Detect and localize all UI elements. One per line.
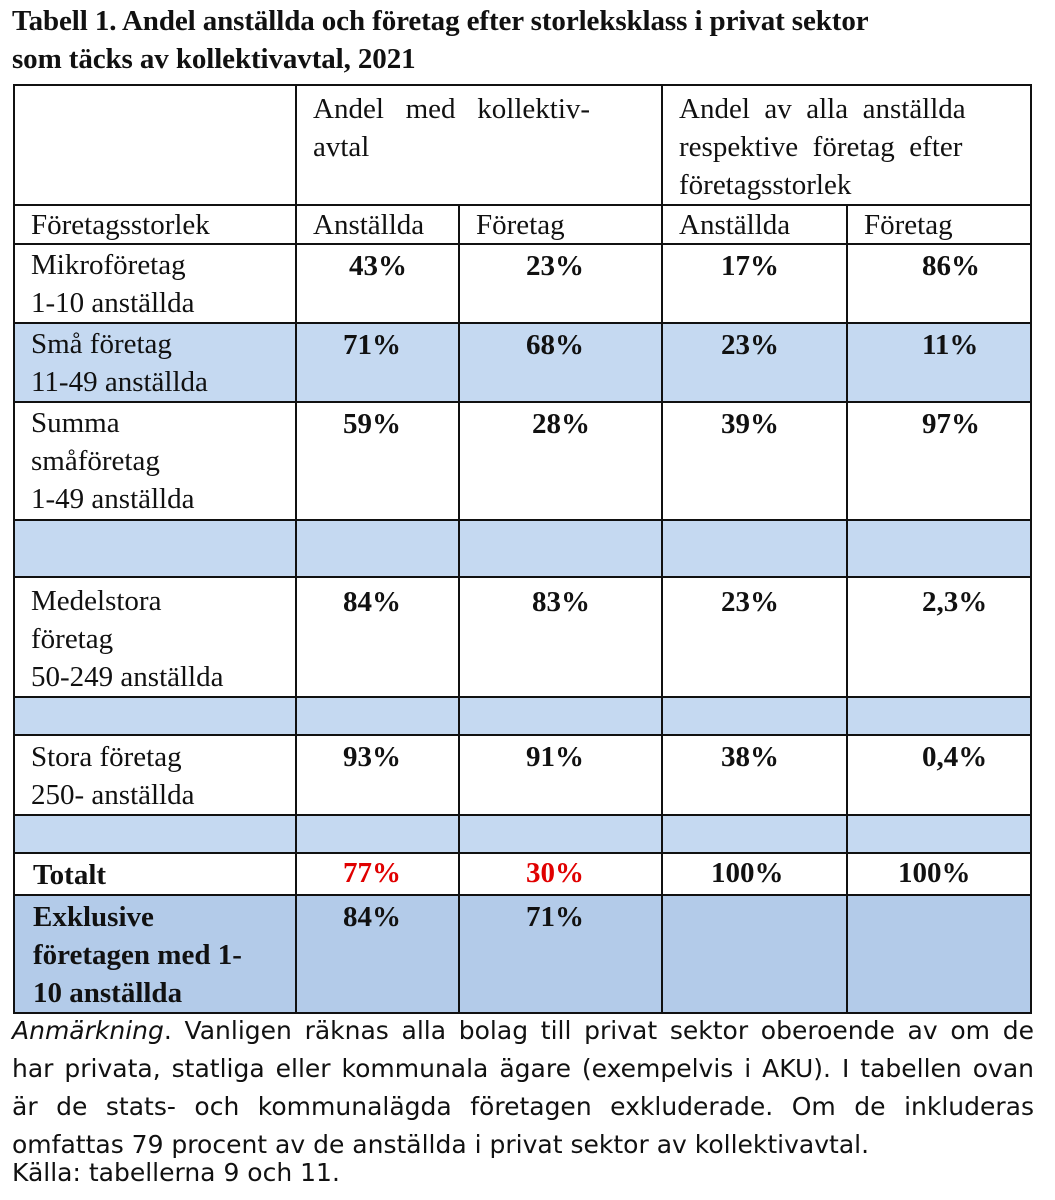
col-header-companies-2: Företag — [847, 205, 1031, 244]
row-label: Mikroföretag 1-10 anställda — [14, 244, 296, 323]
row-label: Små företag 11-49 anställda — [14, 323, 296, 402]
header-group-share — [662, 85, 1031, 205]
collective-agreement-table — [13, 84, 1032, 1014]
exclusive-employees-coverage: 84% — [296, 895, 459, 1013]
header-group-share-line-2: respektive företag efter — [679, 131, 963, 163]
row-label: Summa småföretag 1-49 anställda — [14, 402, 296, 520]
table-note — [12, 1012, 1034, 1164]
table-row — [14, 735, 1031, 815]
total-employees-share: 100% — [662, 853, 847, 895]
table-row — [14, 402, 1031, 520]
header-group-share-line-3: företagsstorlek — [679, 169, 852, 201]
total-companies-coverage: 30% — [459, 853, 662, 895]
cell-employees-share: 39% — [662, 402, 847, 520]
spacer-row — [14, 520, 1031, 577]
table-row — [14, 244, 1031, 323]
col-header-size: Företagsstorlek — [14, 205, 296, 244]
col-header-companies-1: Företag — [459, 205, 662, 244]
table-title — [12, 2, 1042, 78]
header-row-columns — [14, 205, 1031, 244]
cell-employees-coverage: 84% — [296, 577, 459, 697]
table-row — [14, 323, 1031, 402]
cell-companies-coverage: 91% — [459, 735, 662, 815]
total-label: Totalt — [14, 853, 296, 895]
note-line-4: omfattas 79 procent av de anställda i privat sektor av kollektivavtal. — [12, 1130, 870, 1159]
note-line-3: är de stats- och kommunalägda företagen exkluderade. Om de inkluderas — [12, 1092, 1034, 1121]
exclusive-label: Exklusive företagen med 1- 10 anställda — [14, 895, 296, 1013]
cell-companies-coverage: 68% — [459, 323, 662, 402]
total-row — [14, 853, 1031, 895]
header-group-collective-line-2: avtal — [313, 131, 370, 163]
cell-companies-coverage: 83% — [459, 577, 662, 697]
row-label: Medelstora företag 50-249 anställda — [14, 577, 296, 697]
total-employees-coverage: 77% — [296, 853, 459, 895]
header-group-collective — [296, 85, 662, 205]
cell-companies-share: 2,3% — [847, 577, 1031, 697]
spacer-row — [14, 697, 1031, 735]
cell-employees-share: 23% — [662, 577, 847, 697]
total-companies-share: 100% — [847, 853, 1031, 895]
cell-companies-coverage: 23% — [459, 244, 662, 323]
cell-employees-share: 17% — [662, 244, 847, 323]
cell-companies-share: 11% — [847, 323, 1031, 402]
header-group-share-line-1: Andel av alla anställda — [679, 93, 966, 125]
col-header-employees-1: Anställda — [296, 205, 459, 244]
col-header-employees-2: Anställda — [662, 205, 847, 244]
cell-employees-share: 23% — [662, 323, 847, 402]
cell-companies-share: 86% — [847, 244, 1031, 323]
note-line-2: har privata, statliga eller kommunala ägare (exempelvis i AKU). I tabellen ovan — [12, 1054, 1034, 1083]
cell-companies-share: 97% — [847, 402, 1031, 520]
exclusive-employees-share — [662, 895, 847, 1013]
cell-companies-coverage: 28% — [459, 402, 662, 520]
cell-employees-share: 38% — [662, 735, 847, 815]
header-row-group — [14, 85, 1031, 205]
cell-employees-coverage: 71% — [296, 323, 459, 402]
table-row — [14, 577, 1031, 697]
cell-employees-coverage: 59% — [296, 402, 459, 520]
table-title-line-1: Tabell 1. Andel anställda och företag efter storleksklass i privat sektor — [12, 5, 869, 37]
header-empty-cell — [14, 85, 296, 205]
exclusive-companies-share — [847, 895, 1031, 1013]
header-group-collective-line-1: Andel med kollektiv- — [313, 93, 591, 125]
cell-employees-coverage: 43% — [296, 244, 459, 323]
note-lead: Anmärkning — [12, 1016, 164, 1045]
cell-employees-coverage: 93% — [296, 735, 459, 815]
note-line-1: Anmärkning. Vanligen räknas alla bolag till privat sektor oberoende av om de — [12, 1016, 1034, 1045]
row-label: Stora företag 250- anställda — [14, 735, 296, 815]
exclusive-companies-coverage: 71% — [459, 895, 662, 1013]
source-note: Källa: tabellerna 9 och 11. — [12, 1158, 340, 1187]
cell-companies-share: 0,4% — [847, 735, 1031, 815]
table-title-line-2: som täcks av kollektivavtal, 2021 — [12, 43, 416, 75]
exclusive-row — [14, 895, 1031, 1013]
spacer-row — [14, 815, 1031, 853]
